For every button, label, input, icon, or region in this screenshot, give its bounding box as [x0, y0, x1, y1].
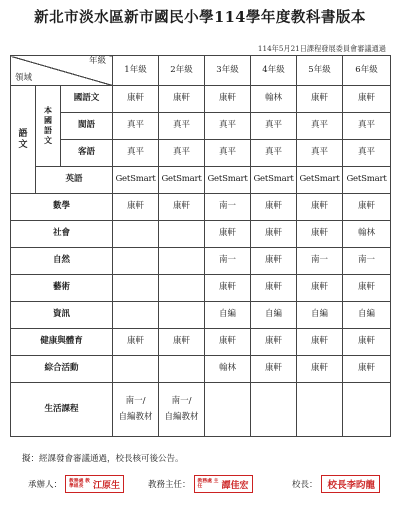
cell-line: 南一/ — [125, 395, 146, 406]
table-row — [11, 329, 391, 356]
grade-header-6: 6年級 — [343, 56, 391, 86]
table-cell: 真平 — [251, 140, 297, 167]
table-cell — [113, 221, 159, 248]
stamp-name: 校長李昀龍 — [327, 480, 376, 491]
table-cell: 康軒 — [251, 221, 297, 248]
table-cell: 康軒 — [343, 194, 391, 221]
table-cell: 真平 — [113, 113, 159, 140]
table-cell — [159, 248, 205, 275]
textbook-table — [10, 55, 391, 437]
signature-organizer — [28, 474, 124, 494]
table-row — [11, 275, 391, 302]
table-cell: GetSmart — [343, 167, 391, 194]
table-cell: 康軒 — [297, 356, 343, 383]
signature-principal — [292, 474, 380, 494]
table-cell: GetSmart — [205, 167, 251, 194]
table-row — [11, 248, 391, 275]
table-cell: 康軒 — [113, 194, 159, 221]
document-title: 新北市淡水區新市國民小學114學年度教科書版本 — [34, 9, 366, 26]
table-cell: GetSmart — [297, 167, 343, 194]
table-cell — [159, 221, 205, 248]
header-corner-cell — [11, 56, 113, 86]
table-cell: 康軒 — [297, 275, 343, 302]
table-cell: 真平 — [205, 140, 251, 167]
table-row — [11, 221, 391, 248]
table-row — [11, 356, 391, 383]
stamp-name: 江原生 — [93, 480, 121, 491]
domain-label-language: 語文 — [18, 128, 28, 150]
row-label: 生活課程 — [11, 383, 113, 437]
principal-stamp — [321, 475, 381, 493]
table-cell — [113, 275, 159, 302]
stamp-title: 教務處 教學組長 — [69, 477, 90, 489]
table-cell: 康軒 — [205, 221, 251, 248]
table-cell-empty — [343, 383, 391, 437]
grade-header-2: 2年級 — [159, 56, 205, 86]
row-label-english: 英語 — [36, 167, 113, 194]
row-label: 數學 — [11, 194, 113, 221]
grade-header-1: 1年級 — [113, 56, 159, 86]
row-label: 資訊 — [11, 302, 113, 329]
table-cell: 真平 — [113, 140, 159, 167]
table-cell — [159, 302, 205, 329]
table-cell: 真平 — [343, 140, 391, 167]
table-cell: 真平 — [297, 113, 343, 140]
table-cell: 康軒 — [205, 329, 251, 356]
table-cell-empty — [205, 383, 251, 437]
table-cell: GetSmart — [251, 167, 297, 194]
stamp-title: 教務處 主任 — [197, 477, 219, 489]
table-cell: 真平 — [343, 113, 391, 140]
signature-director — [148, 474, 253, 494]
table-cell — [159, 383, 205, 437]
table-cell: 康軒 — [297, 86, 343, 113]
table-row — [11, 302, 391, 329]
header-row — [11, 56, 391, 86]
table-row — [11, 86, 391, 113]
table-cell: 康軒 — [205, 86, 251, 113]
table-cell — [113, 356, 159, 383]
table-cell: 真平 — [159, 113, 205, 140]
row-label: 綜合活動 — [11, 356, 113, 383]
table-cell: 自編 — [205, 302, 251, 329]
table-cell: 自編 — [251, 302, 297, 329]
table-row — [11, 383, 391, 437]
table-row — [11, 113, 391, 140]
table-row — [11, 167, 391, 194]
table-cell: 康軒 — [159, 329, 205, 356]
signature-label: 承辦人： — [28, 480, 63, 490]
table-cell: 康軒 — [251, 329, 297, 356]
cell-line: 自編教材 — [164, 411, 199, 422]
table-cell: 康軒 — [297, 194, 343, 221]
table-cell: 康軒 — [297, 221, 343, 248]
table-cell: 翰林 — [343, 221, 391, 248]
corner-label-domain: 領域 — [15, 73, 33, 84]
stamp-name: 譚佳宏 — [221, 480, 249, 491]
table-cell — [113, 302, 159, 329]
table-cell: 翰林 — [205, 356, 251, 383]
signature-label: 校長： — [292, 480, 318, 490]
table-cell: GetSmart — [113, 167, 159, 194]
row-label: 閩語 — [61, 113, 113, 140]
table-cell: 南一 — [343, 248, 391, 275]
table-cell-empty — [251, 383, 297, 437]
table-cell: 康軒 — [205, 275, 251, 302]
table-cell: 真平 — [159, 140, 205, 167]
row-label: 客語 — [61, 140, 113, 167]
grade-header-3: 3年級 — [205, 56, 251, 86]
sub-domain-cell — [36, 86, 61, 167]
table-cell: 康軒 — [343, 275, 391, 302]
row-label: 國語文 — [61, 86, 113, 113]
table-cell: 康軒 — [159, 194, 205, 221]
table-cell: 南一 — [205, 194, 251, 221]
footer-note: 擬：經課發會審議通過，校長核可後公告。 — [22, 454, 184, 464]
table-cell: 康軒 — [113, 329, 159, 356]
table-cell: 康軒 — [343, 86, 391, 113]
table-cell: 南一 — [297, 248, 343, 275]
corner-label-grade: 年級 — [89, 56, 107, 66]
table-cell: 真平 — [297, 140, 343, 167]
row-label: 藝術 — [11, 275, 113, 302]
cell-line: 自編教材 — [118, 411, 153, 422]
table-cell: 康軒 — [251, 356, 297, 383]
table-cell: 自編 — [343, 302, 391, 329]
table-cell: 翰林 — [251, 86, 297, 113]
table-cell — [113, 383, 159, 437]
domain-cell-language — [11, 86, 36, 194]
cell-line: 南一/ — [171, 395, 192, 406]
table-cell: 康軒 — [113, 86, 159, 113]
table-cell: 自編 — [297, 302, 343, 329]
table-row — [11, 140, 391, 167]
table-cell: 康軒 — [297, 329, 343, 356]
table-cell: 真平 — [251, 113, 297, 140]
director-stamp — [194, 475, 253, 493]
approval-date-note: 114年5月21日課程發展委員會審議通過 — [257, 44, 386, 53]
sub-domain-label: 本國語文 — [44, 105, 52, 146]
table-cell — [159, 275, 205, 302]
organizer-stamp — [65, 475, 124, 493]
table-cell: GetSmart — [159, 167, 205, 194]
table-cell: 康軒 — [251, 275, 297, 302]
table-cell: 康軒 — [343, 356, 391, 383]
row-label: 社會 — [11, 221, 113, 248]
table-cell: 康軒 — [251, 248, 297, 275]
table-cell: 真平 — [205, 113, 251, 140]
grade-header-5: 5年級 — [297, 56, 343, 86]
signature-label: 教務主任： — [148, 480, 191, 490]
table-cell: 南一 — [205, 248, 251, 275]
table-cell: 康軒 — [159, 86, 205, 113]
table-cell — [159, 356, 205, 383]
table-cell-empty — [297, 383, 343, 437]
table-row — [11, 194, 391, 221]
row-label: 健康與體育 — [11, 329, 113, 356]
table-cell — [113, 248, 159, 275]
table-cell: 康軒 — [343, 329, 391, 356]
row-label: 自然 — [11, 248, 113, 275]
table-cell: 康軒 — [251, 194, 297, 221]
grade-header-4: 4年級 — [251, 56, 297, 86]
